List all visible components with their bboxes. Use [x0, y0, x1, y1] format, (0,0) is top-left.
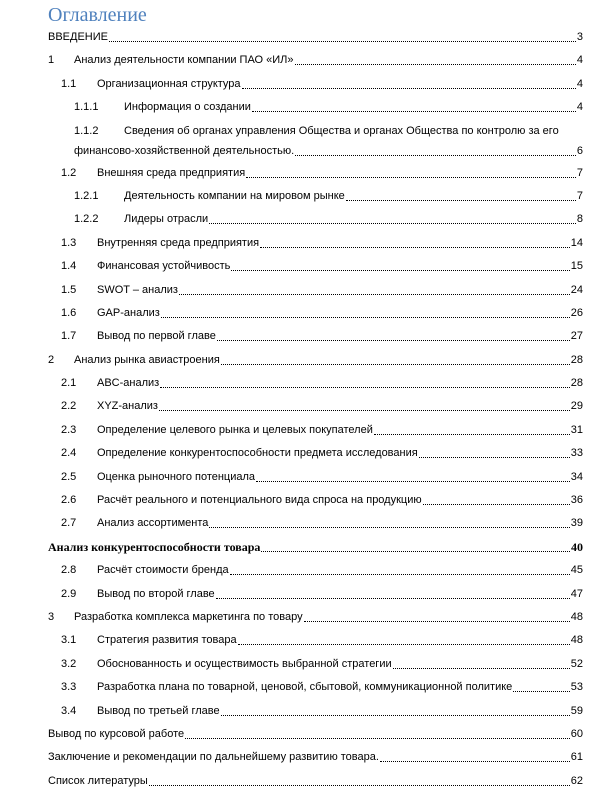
toc-entry[interactable]: [48, 256, 583, 276]
toc-entry-text: Деятельность компании на мировом рынке: [124, 189, 345, 202]
toc-entry-number: 1.2.2: [74, 213, 99, 226]
toc-entry-page: 27: [570, 330, 583, 343]
dot-leader: [423, 504, 570, 505]
toc-entry-text: SWOT – анализ: [97, 283, 178, 296]
dot-leader: [419, 457, 570, 458]
toc-entry[interactable]: [48, 677, 583, 697]
dot-leader: [261, 551, 570, 552]
toc-entry-number: 1.1.2: [74, 124, 99, 137]
toc-entry-page: 31: [570, 423, 583, 436]
toc-entry-text: Расчёт стоимости бренда: [97, 564, 229, 577]
dot-leader: [393, 668, 570, 669]
toc-entry[interactable]: [48, 584, 583, 604]
toc-entry[interactable]: [48, 490, 583, 510]
toc-entry-page: 7: [576, 189, 583, 202]
toc-entry-text: Разработка плана по товарной, ценовой, сбытовой, коммуникационной политике: [97, 681, 513, 694]
toc-entry-page: 4: [576, 101, 583, 114]
toc-entry-page: 28: [570, 353, 583, 366]
toc-entry[interactable]: [48, 209, 583, 229]
dot-leader: [246, 177, 576, 178]
toc-entry[interactable]: [48, 396, 583, 416]
dot-leader: [209, 527, 569, 528]
dot-leader: [346, 200, 576, 201]
dot-leader: [304, 621, 570, 622]
toc-entry[interactable]: [48, 74, 583, 94]
dot-leader: [295, 64, 576, 65]
toc-entry-page: 52: [570, 657, 583, 670]
dot-leader: [185, 738, 570, 739]
toc-entry-number: 1.1.1: [74, 101, 99, 114]
toc-entry-number: 3.1: [61, 634, 77, 647]
toc-entry-page: 34: [570, 470, 583, 483]
toc-entry[interactable]: [48, 303, 583, 323]
toc-entry-text: Анализ конкурентоспособности товара: [48, 539, 261, 554]
toc-entry-text: XYZ-анализ: [97, 400, 158, 413]
toc-entry-number: 2.5: [61, 470, 77, 483]
toc-entry[interactable]: [48, 560, 583, 580]
toc-entry-text: Сведения об органах управления Общества и органах Общества по контролю за его: [124, 124, 559, 137]
dot-leader: [242, 88, 576, 89]
toc-entry-page: 53: [570, 681, 583, 694]
dot-leader: [160, 387, 570, 388]
dot-leader: [217, 340, 570, 341]
dot-leader: [216, 598, 570, 599]
toc-entry-text: Анализ рынка авиастроения: [74, 353, 220, 366]
toc-entry-text: GAP-анализ: [97, 306, 160, 319]
toc-entry-text: Внешняя среда предприятия: [97, 166, 246, 179]
toc-entry[interactable]: [48, 537, 583, 557]
toc-entry-number: 2: [48, 353, 55, 366]
toc-entry-page: 40: [571, 539, 583, 554]
toc-entry-page: 48: [570, 634, 583, 647]
toc-entry[interactable]: [48, 467, 583, 487]
toc-entry-page: 33: [570, 447, 583, 460]
dot-leader: [221, 364, 570, 365]
toc-entry[interactable]: [48, 607, 583, 627]
toc-entry-number: 3.2: [61, 657, 77, 670]
toc-entry-page: 59: [570, 704, 583, 717]
toc-entry-page: 48: [570, 610, 583, 623]
toc-entry-page: 29: [570, 400, 583, 413]
toc-entry-page: 4: [576, 54, 583, 67]
dot-leader: [295, 155, 576, 156]
toc-entry[interactable]: [48, 27, 583, 47]
dot-leader: [260, 247, 570, 248]
toc-entry-text: Разработка комплекса маркетинга по товару: [74, 610, 303, 623]
toc-entry[interactable]: [48, 513, 583, 533]
toc-title: Оглавление: [48, 4, 147, 26]
toc-entry-text: Вывод по первой главе: [97, 330, 216, 343]
toc-entry-number: 2.9: [61, 587, 77, 600]
toc-entry-text: Информация о создании: [124, 101, 251, 114]
dot-leader: [179, 294, 570, 295]
toc-entry[interactable]: [48, 420, 583, 440]
toc-entry-number: 2.8: [61, 564, 77, 577]
dot-leader: [159, 410, 570, 411]
toc-entry[interactable]: [48, 654, 583, 674]
toc-entry[interactable]: [48, 747, 583, 767]
toc-entry-text: Определение конкурентоспособности предмета исследования: [97, 447, 418, 460]
toc-entry-text: Внутренняя среда предприятия: [97, 236, 260, 249]
toc-entry-text: Анализ деятельности компании ПАО «ИЛ»: [74, 54, 294, 67]
toc-entry-number: 1.3: [61, 236, 77, 249]
toc-entry-text: Вывод по третьей главе: [97, 704, 220, 717]
toc-entry-page: 7: [576, 166, 583, 179]
toc-entry-page: 15: [570, 260, 583, 273]
toc-entry-number: 1: [48, 54, 55, 67]
toc-entry-number: 1.5: [61, 283, 77, 296]
toc-entry[interactable]: [48, 724, 583, 744]
toc-entry-text-continued: финансово-хозяйственной деятельностью.: [74, 144, 295, 157]
toc-entry-number: 1.2.1: [74, 189, 99, 202]
toc-entry-page: 26: [570, 306, 583, 319]
toc-entry-page: 28: [570, 377, 583, 390]
toc-entry[interactable]: [48, 280, 583, 300]
dot-leader: [231, 270, 569, 271]
toc-entry[interactable]: [48, 630, 583, 650]
toc-entry-text: Заключение и рекомендации по дальнейшему развитию товара.: [48, 751, 379, 764]
toc-entry-number: 3.3: [61, 681, 77, 694]
toc-entry-text: Список литературы: [48, 774, 148, 787]
toc-entry[interactable]: [48, 443, 583, 463]
toc-entry[interactable]: [48, 373, 583, 393]
toc-entry-text: ВВЕДЕНИЕ: [48, 31, 108, 43]
toc-entry-text: Оценка рыночного потенциала: [97, 470, 256, 483]
toc-entry-text: Финансовая устойчивость: [97, 260, 231, 273]
dot-leader: [238, 644, 570, 645]
toc-entry-page: 61: [570, 751, 583, 764]
toc-entry-first-line: [74, 121, 583, 141]
toc-entry-text: Расчёт реального и потенциального вида спроса на продукцию: [97, 494, 422, 507]
toc-entry-number: 1.7: [61, 330, 77, 343]
toc-entry-text: Стратегия развития товара: [97, 634, 237, 647]
toc-entry-page: 24: [570, 283, 583, 296]
toc-entry-number: 3.4: [61, 704, 77, 717]
toc-entry-number: 2.4: [61, 447, 77, 460]
table-of-contents: [48, 27, 583, 794]
toc-entry-text: Анализ ассортимента: [97, 517, 209, 530]
toc-entry-number: 2.3: [61, 423, 77, 436]
toc-entry-text: Организационная структура: [97, 77, 241, 90]
toc-entry-page: 4: [576, 77, 583, 90]
toc-entry-number: 2.6: [61, 494, 77, 507]
toc-entry-number: 2.1: [61, 377, 77, 390]
toc-entry[interactable]: [48, 186, 583, 206]
dot-leader: [149, 785, 570, 786]
toc-entry-page: 14: [570, 236, 583, 249]
toc-entry-page: 47: [570, 587, 583, 600]
toc-entry[interactable]: [48, 701, 583, 721]
toc-entry[interactable]: [48, 771, 583, 791]
toc-entry-text: Определение целевого рынка и целевых покупателей: [97, 423, 373, 436]
dot-leader: [374, 434, 570, 435]
dot-leader: [513, 691, 569, 692]
toc-entry[interactable]: [48, 326, 583, 346]
dot-leader: [230, 574, 570, 575]
toc-entry-text: Вывод по второй главе: [97, 587, 215, 600]
dot-leader: [380, 761, 570, 762]
toc-entry-number: 2.7: [61, 517, 77, 530]
toc-entry[interactable]: [48, 121, 583, 161]
toc-entry-number: 1.6: [61, 306, 77, 319]
toc-entry-number: 3: [48, 610, 55, 623]
dot-leader: [209, 223, 576, 224]
toc-entry-number: 1.4: [61, 260, 77, 273]
toc-entry-page: 60: [570, 727, 583, 740]
toc-entry-page: 3: [576, 31, 583, 43]
toc-entry-text: Обоснованность и осуществимость выбранной стратегии: [97, 657, 392, 670]
dot-leader: [221, 715, 570, 716]
toc-entry-text: ABC-анализ: [97, 377, 160, 390]
dot-leader: [109, 41, 576, 42]
toc-entry-page: 8: [576, 213, 583, 226]
toc-entry-number: 2.2: [61, 400, 77, 413]
toc-entry[interactable]: [48, 97, 583, 117]
toc-entry-number: 1.1: [61, 77, 77, 90]
toc-entry-page: 36: [570, 494, 583, 507]
toc-entry-page: 6: [576, 144, 583, 157]
dot-leader: [252, 111, 576, 112]
toc-entry[interactable]: [48, 233, 583, 253]
dot-leader: [161, 317, 570, 318]
toc-entry-page: 62: [570, 774, 583, 787]
toc-entry[interactable]: [48, 163, 583, 183]
toc-entry-text: Лидеры отрасли: [124, 213, 209, 226]
toc-entry-number: 1.2: [61, 166, 77, 179]
toc-entry-page: 39: [570, 517, 583, 530]
toc-entry-text: Вывод по курсовой работе: [48, 727, 185, 740]
toc-entry[interactable]: [48, 350, 583, 370]
toc-entry[interactable]: [48, 50, 583, 70]
dot-leader: [256, 481, 570, 482]
toc-entry-page: 45: [570, 564, 583, 577]
